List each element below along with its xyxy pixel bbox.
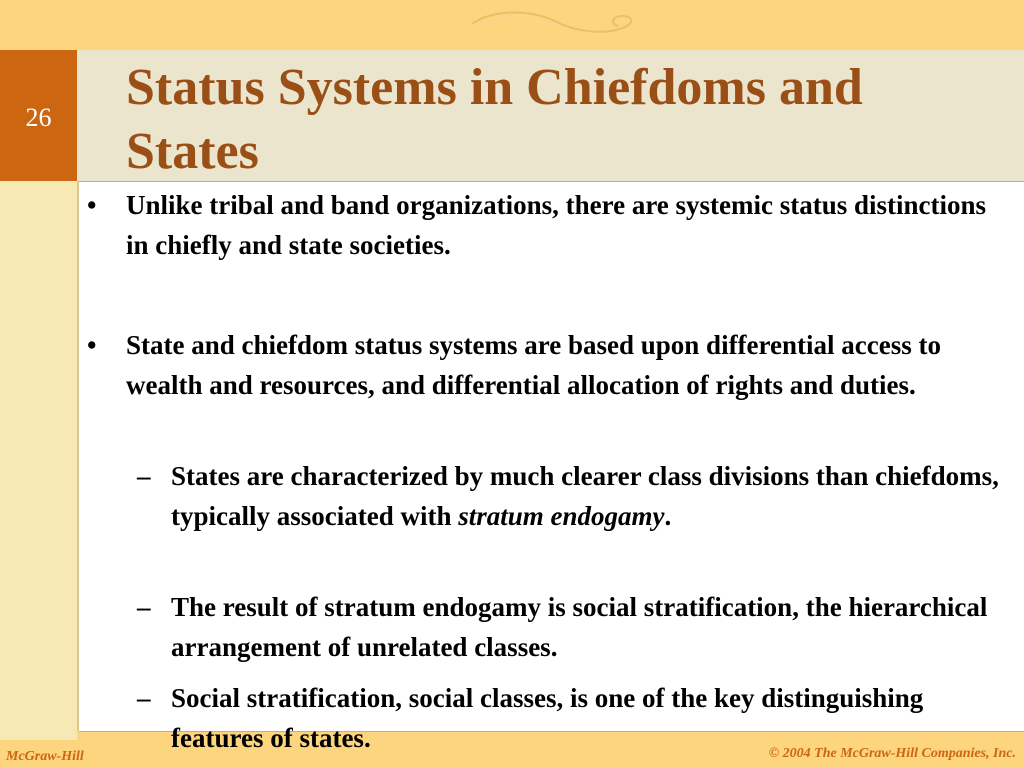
sub-bullet-text: States are characterized by much clearer class divisions than chiefdoms, typically associated with (171, 461, 999, 531)
sub-bullet-italic-term: stratum endogamy (458, 501, 665, 531)
sub-bullet-item-1 (171, 456, 1006, 536)
bullet-marker: • (87, 330, 97, 360)
decorative-swirl-icon (462, 4, 637, 42)
sub-bullet-item-3: Social stratification, social classes, is one of the key distinguishing features of states. (171, 683, 924, 753)
slide-number: 26 (25, 103, 52, 132)
sub-bullet-period: . (664, 501, 672, 531)
bullet-item-1: Unlike tribal and band organizations, there are systemic status distinctions in chiefly and state societies. (126, 190, 987, 260)
bullet-item-2: State and chiefdom status systems are based upon differential access to wealth and resources, and differential allocation of rights and duties. (126, 330, 941, 400)
footer-publisher: McGraw-Hill (6, 749, 84, 764)
bullet-marker: • (87, 190, 97, 220)
content-area (79, 181, 1024, 753)
sub-bullet-marker: – (137, 683, 151, 713)
sub-bullet-marker: – (137, 461, 151, 491)
sub-bullet-marker: – (137, 592, 151, 622)
sub-bullet-item-2: The result of stratum endogamy is social stratification, the hierarchical arrangement of unrelated classes. (171, 592, 988, 662)
slide-number-box (0, 50, 77, 181)
slide-title: Status Systems in Chiefdoms and States (126, 59, 863, 180)
footer-copyright: © 2004 The McGraw-Hill Companies, Inc. (768, 746, 1016, 761)
